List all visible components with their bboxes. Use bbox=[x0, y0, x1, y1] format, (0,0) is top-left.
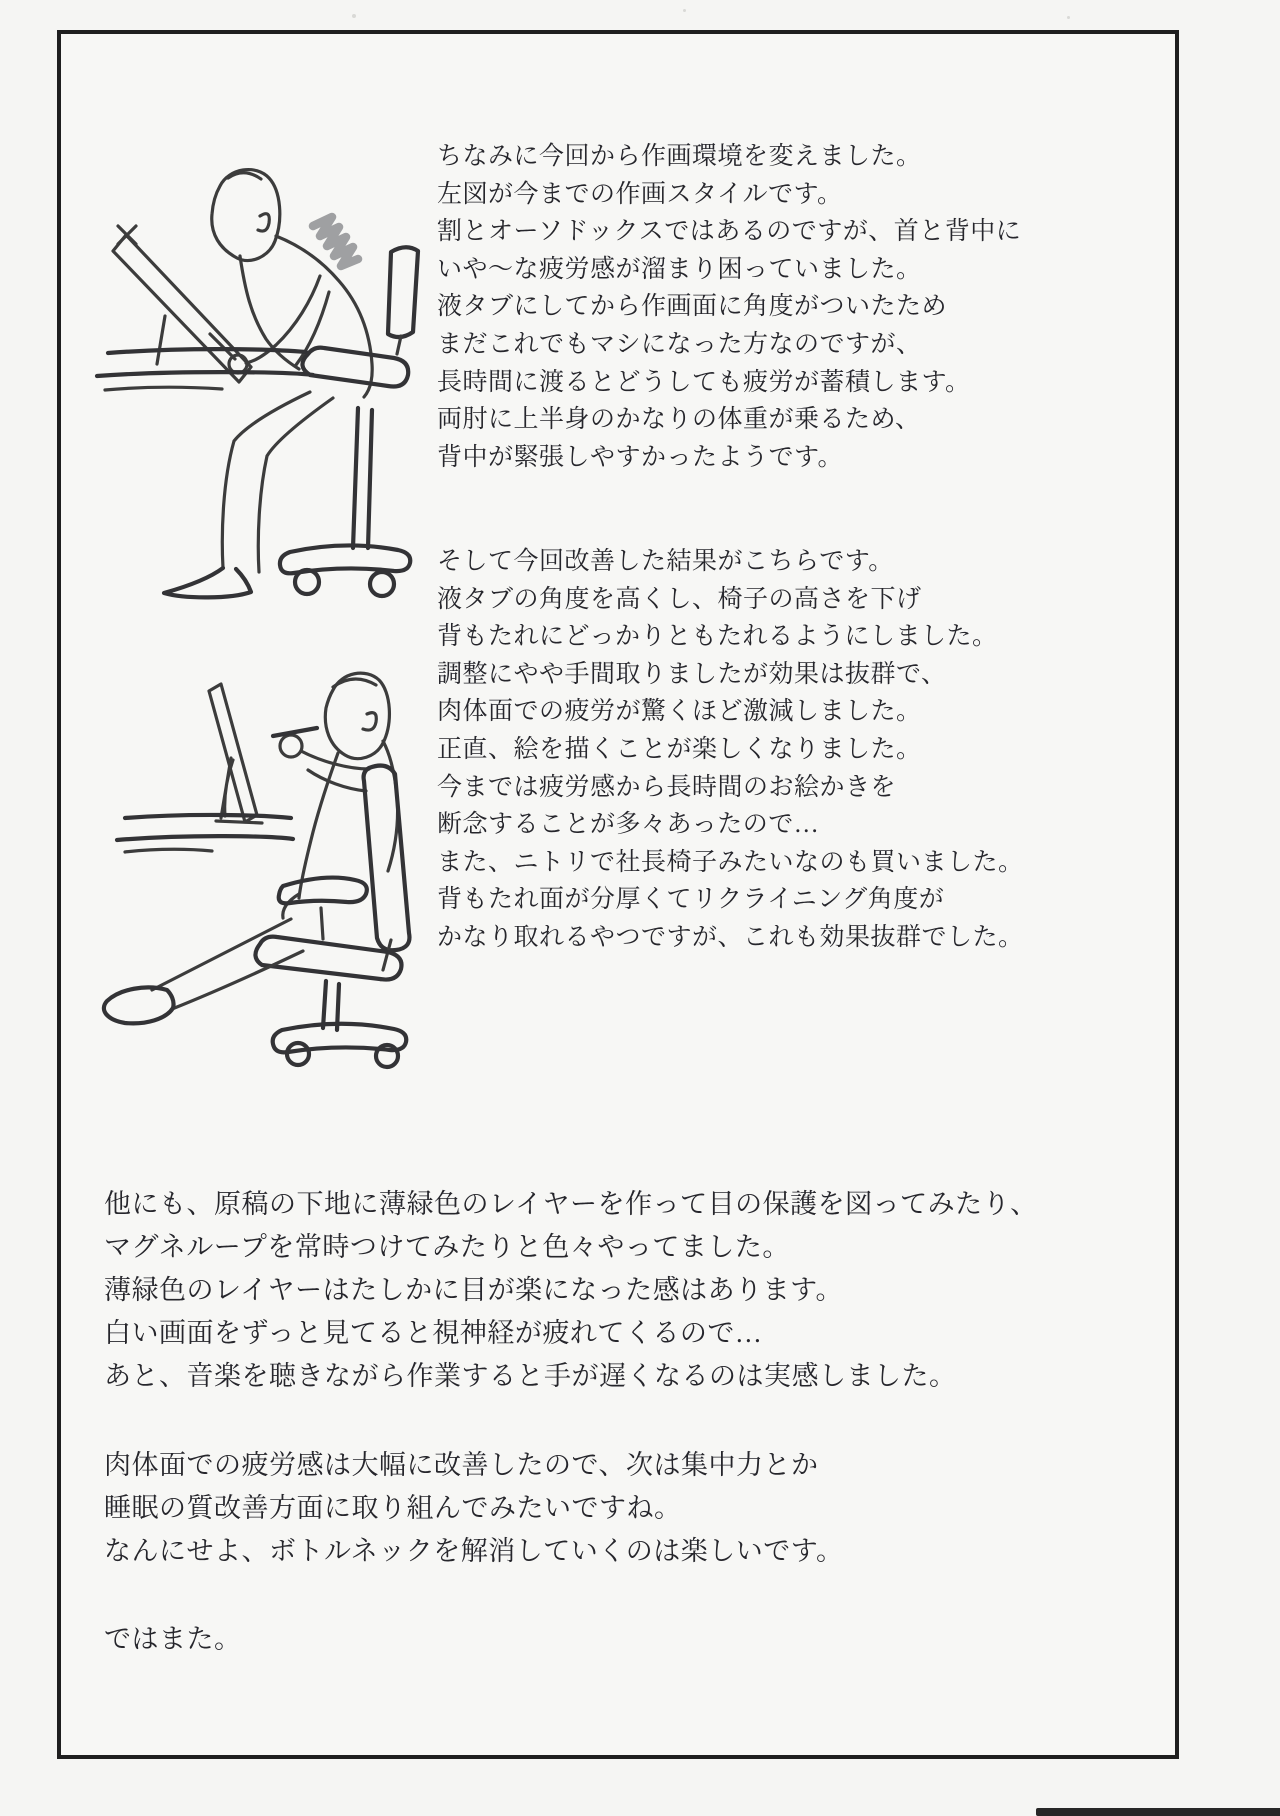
text-line: 肉体面での疲労感は大幅に改善したので、次は集中力とか bbox=[104, 1450, 819, 1480]
paragraph-old-setup bbox=[437, 138, 1021, 476]
text-line: 背中が緊張しやすかったようです。 bbox=[437, 443, 844, 471]
new-posture-sketch bbox=[70, 640, 470, 1060]
text-line: あと、音楽を聴きながら作業すると手が遅くなるのは実感しました。 bbox=[104, 1361, 957, 1391]
scan-speck bbox=[1067, 16, 1070, 19]
scan-speck bbox=[352, 14, 356, 18]
text-line: また、ニトリで社長椅子みたいなのも買いました。 bbox=[437, 848, 1024, 876]
paragraph-other-measures bbox=[104, 1183, 1038, 1398]
old-posture-sketch-drawing bbox=[70, 140, 450, 610]
back-strain-squiggle bbox=[313, 217, 358, 266]
paragraph-next-goals bbox=[104, 1444, 844, 1573]
text-line: 薄緑色のレイヤーはたしかに目が楽になった感はあります。 bbox=[104, 1275, 843, 1305]
paragraph-new-setup bbox=[437, 543, 1024, 957]
text-line: 調整にやや手間取りましたが効果は抜群で、 bbox=[437, 660, 947, 688]
text-line: 肉体面での疲労が驚くほど激減しました。 bbox=[437, 698, 922, 726]
text-line: 液タブにしてから作画面に角度がついたため bbox=[437, 293, 948, 321]
text-line: マグネループを常時つけてみたりと色々やってました。 bbox=[104, 1232, 790, 1262]
text-line: 睡眠の質改善方面に取り組んでみたいですね。 bbox=[104, 1493, 682, 1523]
text-line: いや〜な疲労感が溜まり困っていました。 bbox=[437, 255, 922, 283]
text-line: 今までは疲労感から長時間のお絵かきを bbox=[437, 773, 897, 801]
text-line: ちなみに今回から作画環境を変えました。 bbox=[437, 143, 922, 170]
text-line: 両肘に上半身のかなりの体重が乗るため、 bbox=[437, 406, 921, 434]
text-line: なんにせよ、ボトルネックを解消していくのは楽しいです。 bbox=[104, 1536, 844, 1566]
closing-line: ではまた。 bbox=[104, 1624, 242, 1654]
text-line: 正直、絵を描くことが楽しくなりました。 bbox=[437, 735, 922, 763]
text-line: 断念することが多々あったので… bbox=[437, 811, 820, 839]
page-edge-print-bar bbox=[1036, 1808, 1280, 1816]
old-posture-sketch bbox=[70, 140, 450, 610]
scan-speck bbox=[683, 9, 686, 12]
new-posture-sketch-drawing bbox=[70, 640, 470, 1060]
text-line: まだこれでもマシになった方なのですが、 bbox=[437, 330, 922, 358]
text-line: かなり取れるやつですが、これも効果抜群でした。 bbox=[437, 923, 1024, 951]
text-line: 液タブの角度を高くし、椅子の高さを下げ bbox=[437, 585, 922, 613]
text-line: そして今回改善した結果がこちらです。 bbox=[437, 548, 894, 575]
text-line: 長時間に渡るとどうしても疲労が蓄積します。 bbox=[437, 368, 971, 396]
text-line: 背もたれにどっかりともたれるようにしました。 bbox=[437, 623, 998, 651]
text-line: 白い画面をずっと見てると視神経が疲れてくるので… bbox=[104, 1318, 763, 1348]
text-line: 左図が今までの作画スタイルです。 bbox=[437, 180, 843, 208]
text-line: 背もたれ面が分厚くてリクライニング角度が bbox=[437, 886, 945, 914]
text-line: 他にも、原稿の下地に薄緑色のレイヤーを作って目の保護を図ってみたり、 bbox=[104, 1189, 1038, 1219]
text-line: 割とオーソドックスではあるのですが、首と背中に bbox=[437, 218, 1022, 246]
